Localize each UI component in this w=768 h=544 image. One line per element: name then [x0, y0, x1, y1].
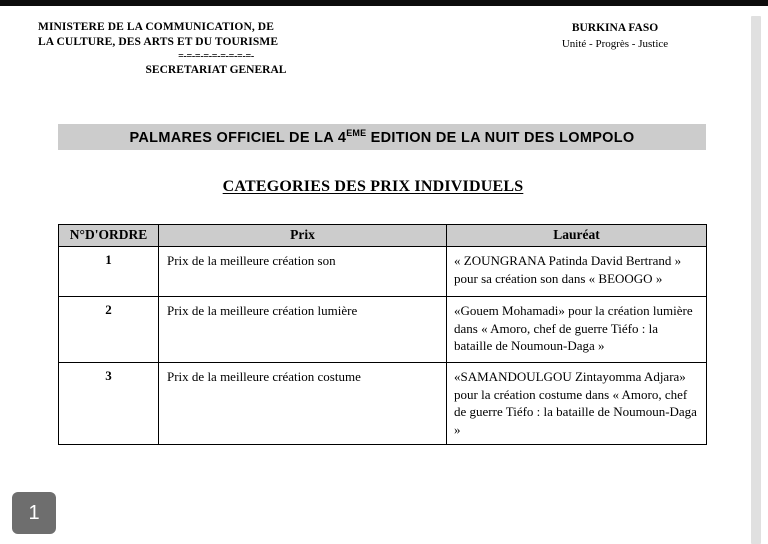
- ministry-line-2: LA CULTURE, DES ARTS ET DU TOURISME: [38, 36, 279, 48]
- country-motto: Unité - Progrès - Justice: [561, 38, 669, 50]
- letterhead-country-block: [500, 20, 730, 52]
- cell-laureate: «SAMANDOULGOU Zintayomma Adjara» pour la création costume dans « Amoro, chef de guerre Tiéfo : la bataille de Noumoun-Daga »: [447, 363, 707, 445]
- cell-order: 2: [59, 297, 159, 363]
- table-row: [59, 363, 707, 445]
- banner-title-part-1: PALMARES OFFICIEL DE LA 4: [129, 129, 347, 146]
- prizes-table: [58, 224, 707, 445]
- ministry-line-1: MINISTERE DE LA COMMUNICATION, DE: [38, 21, 274, 33]
- cell-prize: Prix de la meilleure création son: [159, 247, 447, 297]
- page-number-badge[interactable]: [12, 492, 56, 534]
- letterhead-ministry-block: [38, 20, 368, 78]
- table-body: [59, 247, 707, 445]
- secretariat-general-label: SECRETARIAT GENERAL: [145, 64, 287, 76]
- column-header-prize: Prix: [159, 225, 447, 247]
- cell-order: 1: [59, 247, 159, 297]
- section-subtitle-text: CATEGORIES DES PRIX INDIVIDUELS: [222, 178, 524, 195]
- banner-title-superscript: EME: [346, 128, 367, 139]
- page-number-label: 1: [28, 501, 40, 524]
- column-header-laureate: Lauréat: [447, 225, 707, 247]
- cell-laureate: «Gouem Mohamadi» pour la création lumière dans « Amoro, chef de guerre Tiéfo : la bataille de Noumoun-Daga »: [447, 297, 707, 363]
- section-subtitle: [0, 178, 746, 196]
- banner-title-text: [130, 128, 635, 146]
- scrollbar-thumb[interactable]: [751, 16, 761, 544]
- cell-prize: Prix de la meilleure création costume: [159, 363, 447, 445]
- document-page: [0, 6, 746, 544]
- country-name: BURKINA FASO: [571, 22, 659, 34]
- table-row: [59, 297, 707, 363]
- banner-title-part-2: EDITION DE LA NUIT DES LOMPOLO: [366, 129, 635, 146]
- cell-order: 3: [59, 363, 159, 445]
- title-banner: [58, 124, 706, 150]
- cell-prize: Prix de la meilleure création lumière: [159, 297, 447, 363]
- letterhead: [0, 20, 746, 92]
- column-header-order: N°D'ORDRE: [59, 225, 159, 247]
- cell-laureate: « ZOUNGRANA Patinda David Bertrand » pour sa création son dans « BEOOGO »: [447, 247, 707, 297]
- vertical-scrollbar[interactable]: [746, 6, 768, 544]
- table-header-row: [59, 225, 707, 247]
- table-row: [59, 247, 707, 297]
- letterhead-separator: =-=-=-=-=-=-=-=-=-: [178, 51, 254, 62]
- table-header: [59, 225, 707, 247]
